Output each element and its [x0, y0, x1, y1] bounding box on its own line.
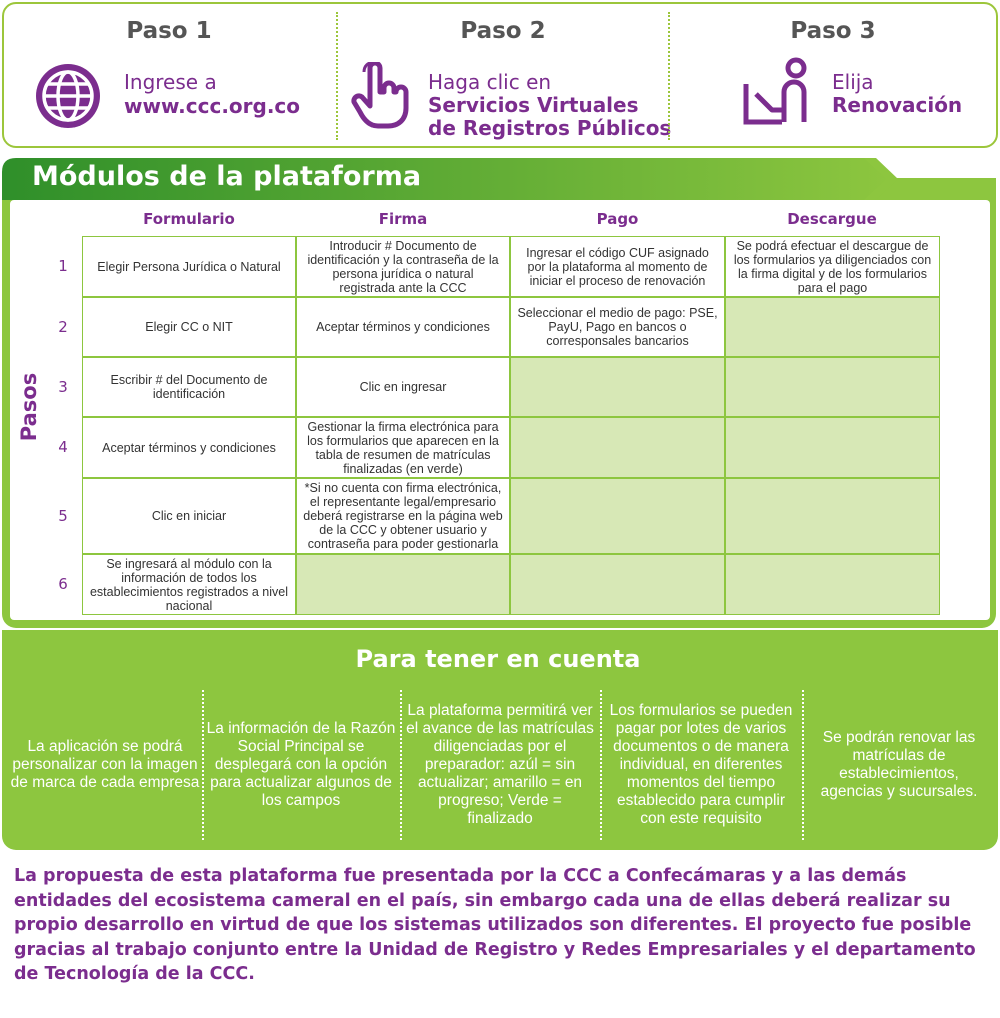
table-cell: Clic en ingresar	[296, 357, 510, 417]
person-desk-icon	[742, 56, 816, 130]
table-cell: *Si no cuenta con firma electrónica, el representante legal/empresario deberá registrarse en la página web de la CCC y obtener usuario y contraseña para poder gestionarla	[296, 478, 510, 554]
table-cell: Clic en iniciar	[82, 478, 296, 554]
table-cell: Elegir CC o NIT	[82, 297, 296, 357]
table-cell: Seleccionar el medio de pago: PSE, PayU, Pago en bancos o corresponsales bancarios	[510, 297, 725, 357]
table-cell: Se ingresará al módulo con la información de todos los establecimientos registrados a nivel nacional	[82, 554, 296, 615]
table-cell	[725, 297, 940, 357]
table-cell	[510, 478, 725, 554]
ccc-link[interactable]: www.ccc.org.co	[124, 94, 301, 118]
table-cell: Introducir # Documento de identificación y la contraseña de la persona jurídica o natural registrada ante la CCC	[296, 236, 510, 297]
tips-title: Para tener en cuenta	[355, 645, 641, 673]
table-cell	[725, 417, 940, 478]
table-cell	[510, 417, 725, 478]
tip-divider	[600, 690, 602, 840]
table-cell	[296, 554, 510, 615]
row-number: 5	[58, 507, 68, 525]
modules-title: Módulos de la plataforma	[32, 161, 422, 192]
footer-paragraph: La propuesta de esta plataforma fue presentada por la CCC a Confecámaras y a las demás entidades del ecosistema cameral en el país, sin embargo cada una de ellas deberá realizar su propio desarrollo en virtud de que los sistemas utilizados son diferentes. El proyecto fue posible gracias al trabajo conjunto entre la Unidad de Registro y Redes Empresariales y el departamento de Tecnología de la CCC.	[14, 866, 976, 984]
step-title: Paso 2	[460, 18, 546, 44]
step-3	[670, 4, 996, 146]
tip-item: La plataforma permitirá ver el avance de las matrículas diligenciadas por el preparador: azúl = sin actualizar; amarillo = en progreso; Verde = finalizado	[406, 702, 594, 827]
row-number: 2	[58, 318, 68, 336]
step-2	[338, 4, 672, 146]
tip-divider	[202, 690, 204, 840]
table-cell: Elegir Persona Jurídica o Natural	[82, 236, 296, 297]
table-cell	[725, 357, 940, 417]
steps-panel	[2, 2, 998, 148]
renovacion-link[interactable]: Renovación	[832, 93, 963, 117]
table-cell: Gestionar la firma electrónica para los formularios que aparecen en la tabla de resumen de matrículas finalizadas (en verde)	[296, 417, 510, 478]
globe-icon	[32, 60, 104, 132]
row-number: 4	[58, 438, 68, 456]
row-number: 3	[58, 378, 68, 396]
table-cell: Ingresar el código CUF asignado por la plataforma al momento de iniciar el proceso de renovación	[510, 236, 725, 297]
tip-divider	[400, 690, 402, 840]
column-header-pago: Pago	[596, 210, 639, 228]
table-cell	[510, 357, 725, 417]
public-registries-link[interactable]: de Registros Públicos	[428, 116, 672, 140]
step-line: Ingrese a	[124, 70, 217, 94]
step-1	[4, 4, 334, 146]
row-number: 1	[58, 257, 68, 275]
step-title: Paso 3	[790, 18, 876, 44]
table-cell: Escribir # del Documento de identificación	[82, 357, 296, 417]
row-number: 6	[58, 575, 68, 593]
column-header-formulario: Formulario	[143, 210, 235, 228]
column-header-firma: Firma	[378, 210, 428, 228]
tip-item: Se podrán renovar las matrículas de establecimientos, agencias y sucursales.	[820, 729, 978, 800]
hand-pointer-icon	[350, 62, 414, 132]
tip-divider	[802, 690, 804, 840]
table-cell	[725, 554, 940, 615]
table-cell	[725, 478, 940, 554]
tip-item: La aplicación se podrá personalizar con la imagen de marca de cada empresa	[10, 738, 200, 791]
table-cell: Aceptar términos y condiciones	[82, 417, 296, 478]
column-header-descargue: Descargue	[787, 210, 877, 228]
virtual-services-link[interactable]: Servicios Virtuales	[428, 93, 639, 117]
table-cell	[510, 554, 725, 615]
step-line: Elija	[832, 70, 874, 94]
step-title: Paso 1	[126, 18, 212, 44]
pasos-text: Pasos	[17, 372, 41, 442]
table-cell: Aceptar términos y condiciones	[296, 297, 510, 357]
pasos-side-label	[14, 372, 44, 442]
tip-item: Los formularios se pueden pagar por lotes de varios documentos o de manera individual, en diferentes momentos del tiempo establecido para cumplir con este requisito	[609, 702, 793, 827]
step-line: Haga clic en	[428, 70, 552, 94]
tip-item: La información de la Razón Social Principal se desplegará con la opción para actualizar algunos de los campos	[206, 720, 396, 809]
table-cell: Se podrá efectuar el descargue de los formularios ya diligenciados con la firma digital y de los formularios para el pago	[725, 236, 940, 297]
